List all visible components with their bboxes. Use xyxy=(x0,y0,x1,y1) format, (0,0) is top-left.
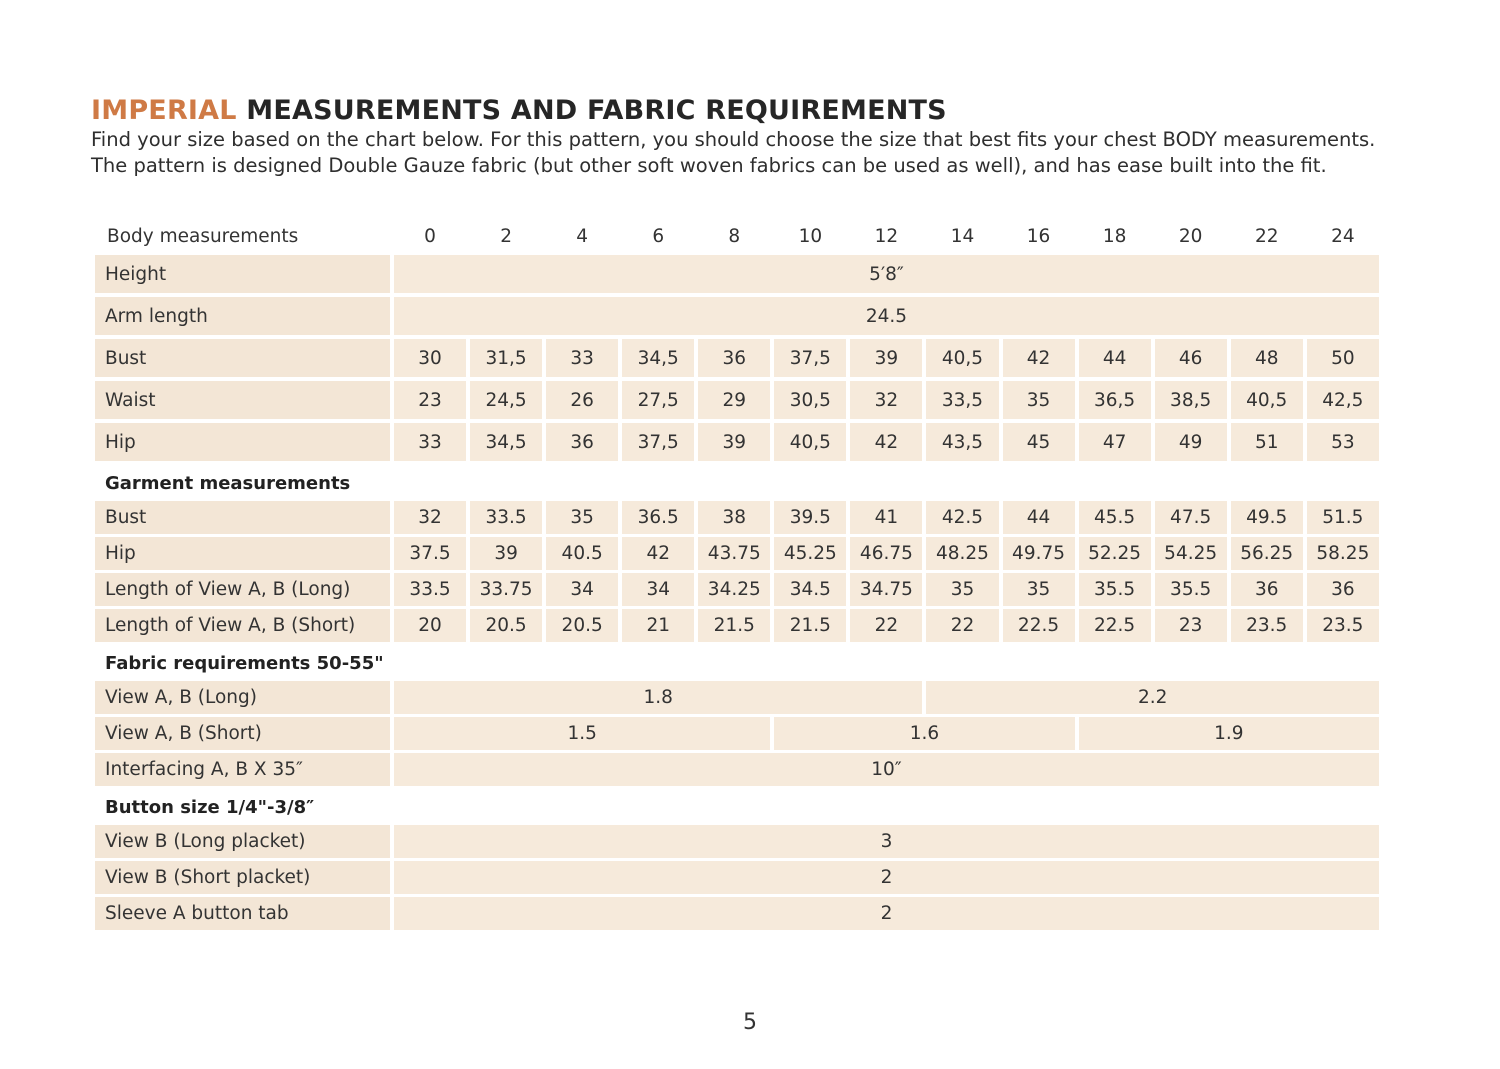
value-cell: 32 xyxy=(850,381,922,423)
value-cell: 45.5 xyxy=(1079,501,1151,537)
table-row xyxy=(95,537,1379,573)
intro-line: Find your size based on the chart below. For this pattern, you should choose the size that best fits your chest BODY measurements. xyxy=(91,128,1376,151)
section-heading-row xyxy=(95,645,1379,681)
value-cell: 48.25 xyxy=(926,537,998,573)
size-header-cell: 4 xyxy=(576,225,589,247)
value-cell: 36 xyxy=(1231,573,1303,609)
intro-line: The pattern is designed Double Gauze fabric (but other soft woven fabrics can be used as well), and has ease built into the fit. xyxy=(91,154,1327,177)
section-heading: Button size 1/4"-3/8″ xyxy=(105,796,315,818)
size-chart-body xyxy=(95,217,1379,933)
value-cell: 43,5 xyxy=(926,423,998,465)
value-cell: 30 xyxy=(394,339,466,381)
size-chart-table xyxy=(91,217,1383,933)
value-cell: 22 xyxy=(926,609,998,645)
value-cell: 35 xyxy=(546,501,618,537)
table-row xyxy=(95,609,1379,645)
value-cell: 42 xyxy=(622,537,694,573)
value-cell: 34 xyxy=(622,573,694,609)
value-cell: 40,5 xyxy=(774,423,846,465)
value-cell: 36 xyxy=(698,339,770,381)
row-label: Hip xyxy=(95,423,390,465)
row-label: Height xyxy=(95,255,390,297)
value-cell: 46 xyxy=(1155,339,1227,381)
size-header-cell: 8 xyxy=(728,225,741,247)
value-cell: 24,5 xyxy=(470,381,542,423)
value-cell: 39 xyxy=(850,339,922,381)
value-cell: 40,5 xyxy=(926,339,998,381)
value-cell: 39 xyxy=(470,537,542,573)
spanned-value-cell: 2 xyxy=(394,861,1379,897)
value-cell: 45 xyxy=(1003,423,1075,465)
spanned-value-cell: 1.5 xyxy=(394,717,770,753)
value-cell: 44 xyxy=(1079,339,1151,381)
row-label: Bust xyxy=(95,339,390,381)
value-cell: 34,5 xyxy=(470,423,542,465)
spanned-value-cell: 1.6 xyxy=(774,717,1074,753)
value-cell: 49.75 xyxy=(1003,537,1075,573)
value-cell: 46.75 xyxy=(850,537,922,573)
spanned-value-cell: 5′8″ xyxy=(394,255,1379,297)
row-label: Sleeve A button tab xyxy=(95,897,390,933)
value-cell: 34.25 xyxy=(698,573,770,609)
page-number: 5 xyxy=(743,1010,757,1035)
intro-text xyxy=(91,127,1421,179)
value-cell: 35 xyxy=(1003,381,1075,423)
value-cell: 38 xyxy=(698,501,770,537)
value-cell: 45.25 xyxy=(774,537,846,573)
value-cell: 33.5 xyxy=(394,573,466,609)
table-row xyxy=(95,861,1379,897)
value-cell: 36.5 xyxy=(622,501,694,537)
size-header-cell: 0 xyxy=(424,225,436,247)
value-cell: 47 xyxy=(1079,423,1151,465)
spanned-value-cell: 3 xyxy=(394,825,1379,861)
spanned-value-cell: 1.8 xyxy=(394,681,922,717)
size-header-cell: 14 xyxy=(950,225,975,247)
value-cell: 42.5 xyxy=(926,501,998,537)
value-cell: 20 xyxy=(394,609,466,645)
value-cell: 35.5 xyxy=(1155,573,1227,609)
value-cell: 27,5 xyxy=(622,381,694,423)
value-cell: 34 xyxy=(546,573,618,609)
table-row xyxy=(95,381,1379,423)
table-row xyxy=(95,339,1379,381)
value-cell: 21.5 xyxy=(698,609,770,645)
value-cell: 36 xyxy=(546,423,618,465)
value-cell: 39 xyxy=(698,423,770,465)
row-label: View A, B (Short) xyxy=(95,717,390,753)
value-cell: 30,5 xyxy=(774,381,846,423)
value-cell: 58.25 xyxy=(1307,537,1379,573)
value-cell: 35 xyxy=(926,573,998,609)
value-cell: 42,5 xyxy=(1307,381,1379,423)
value-cell: 50 xyxy=(1307,339,1379,381)
value-cell: 33,5 xyxy=(926,381,998,423)
value-cell: 51.5 xyxy=(1307,501,1379,537)
table-row xyxy=(95,501,1379,537)
section-heading-row xyxy=(95,789,1379,825)
value-cell: 34.75 xyxy=(850,573,922,609)
value-cell: 23 xyxy=(394,381,466,423)
size-header-row xyxy=(95,217,1379,255)
table-row xyxy=(95,897,1379,933)
size-header-cell: 16 xyxy=(1026,225,1051,247)
value-cell: 40,5 xyxy=(1231,381,1303,423)
size-header-cell: 18 xyxy=(1102,225,1127,247)
table-row xyxy=(95,681,1379,717)
spanned-value-cell: 1.9 xyxy=(1079,717,1379,753)
value-cell: 20.5 xyxy=(470,609,542,645)
title-accent: IMPERIAL xyxy=(91,95,237,126)
row-label: Bust xyxy=(95,501,390,537)
section-heading: Garment measurements xyxy=(105,472,351,494)
spanned-value-cell: 2 xyxy=(394,897,1379,933)
table-row xyxy=(95,423,1379,465)
value-cell: 37,5 xyxy=(774,339,846,381)
value-cell: 48 xyxy=(1231,339,1303,381)
table-row xyxy=(95,255,1379,297)
value-cell: 22.5 xyxy=(1003,609,1075,645)
value-cell: 32 xyxy=(394,501,466,537)
value-cell: 22.5 xyxy=(1079,609,1151,645)
value-cell: 38,5 xyxy=(1155,381,1227,423)
header-label: Body measurements xyxy=(107,225,299,247)
value-cell: 52.25 xyxy=(1079,537,1151,573)
row-label: Length of View A, B (Long) xyxy=(95,573,390,609)
value-cell: 35.5 xyxy=(1079,573,1151,609)
value-cell: 33.75 xyxy=(470,573,542,609)
value-cell: 34.5 xyxy=(774,573,846,609)
value-cell: 40.5 xyxy=(546,537,618,573)
value-cell: 33 xyxy=(394,423,466,465)
spanned-value-cell: 2.2 xyxy=(926,681,1379,717)
row-label: Waist xyxy=(95,381,390,423)
section-heading: Fabric requirements 50-55" xyxy=(105,652,384,674)
value-cell: 31,5 xyxy=(470,339,542,381)
value-cell: 53 xyxy=(1307,423,1379,465)
value-cell: 29 xyxy=(698,381,770,423)
row-label: View A, B (Long) xyxy=(95,681,390,717)
size-header-cell: 24 xyxy=(1331,225,1355,247)
value-cell: 41 xyxy=(850,501,922,537)
row-label: Interfacing A, B X 35″ xyxy=(95,753,390,789)
row-label: Arm length xyxy=(95,297,390,339)
value-cell: 33 xyxy=(546,339,618,381)
size-header-cell: 12 xyxy=(874,225,899,247)
value-cell: 22 xyxy=(850,609,922,645)
title-main: MEASUREMENTS AND FABRIC REQUIREMENTS xyxy=(246,95,947,126)
size-header-cell: 20 xyxy=(1178,225,1203,247)
value-cell: 39.5 xyxy=(774,501,846,537)
value-cell: 33.5 xyxy=(470,501,542,537)
size-header-cell: 6 xyxy=(652,225,665,247)
spanned-value-cell: 10″ xyxy=(394,753,1379,789)
value-cell: 36,5 xyxy=(1079,381,1151,423)
table-row xyxy=(95,753,1379,789)
spanned-value-cell: 24.5 xyxy=(394,297,1379,339)
size-header-cell: 10 xyxy=(798,225,823,247)
value-cell: 43.75 xyxy=(698,537,770,573)
value-cell: 26 xyxy=(546,381,618,423)
table-row xyxy=(95,297,1379,339)
value-cell: 49.5 xyxy=(1231,501,1303,537)
value-cell: 23.5 xyxy=(1307,609,1379,645)
value-cell: 54.25 xyxy=(1155,537,1227,573)
row-label: Length of View A, B (Short) xyxy=(95,609,390,645)
value-cell: 51 xyxy=(1231,423,1303,465)
value-cell: 34,5 xyxy=(622,339,694,381)
value-cell: 37.5 xyxy=(394,537,466,573)
value-cell: 56.25 xyxy=(1231,537,1303,573)
value-cell: 36 xyxy=(1307,573,1379,609)
row-label: View B (Long placket) xyxy=(95,825,390,861)
value-cell: 23 xyxy=(1155,609,1227,645)
section-heading-row xyxy=(95,465,1379,501)
size-header-cell: 2 xyxy=(500,225,512,247)
value-cell: 20.5 xyxy=(546,609,618,645)
table-row xyxy=(95,825,1379,861)
row-label: Hip xyxy=(95,537,390,573)
table-row xyxy=(95,717,1379,753)
value-cell: 37,5 xyxy=(622,423,694,465)
value-cell: 35 xyxy=(1003,573,1075,609)
value-cell: 42 xyxy=(1003,339,1075,381)
value-cell: 23.5 xyxy=(1231,609,1303,645)
table-row xyxy=(95,573,1379,609)
value-cell: 21 xyxy=(622,609,694,645)
page-title xyxy=(91,95,947,126)
value-cell: 44 xyxy=(1003,501,1075,537)
value-cell: 42 xyxy=(850,423,922,465)
row-label: View B (Short placket) xyxy=(95,861,390,897)
value-cell: 47.5 xyxy=(1155,501,1227,537)
size-header-cell: 22 xyxy=(1254,225,1279,247)
value-cell: 21.5 xyxy=(774,609,846,645)
value-cell: 49 xyxy=(1155,423,1227,465)
